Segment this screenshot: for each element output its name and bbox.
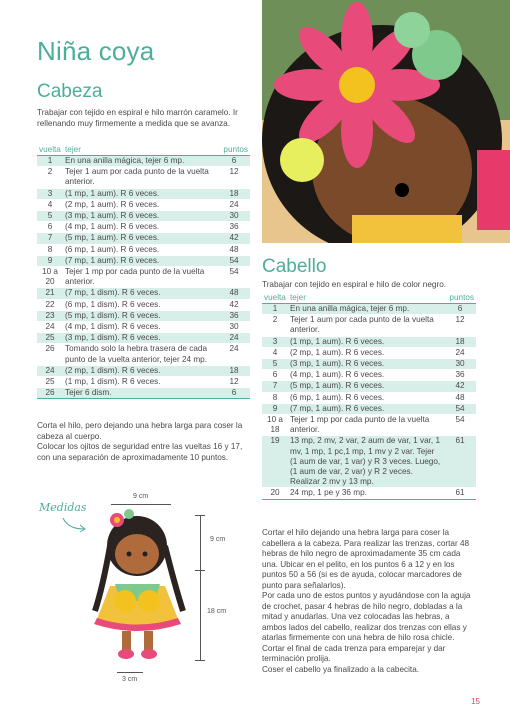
row-puntos: 6 <box>444 304 476 315</box>
table-row <box>262 392 476 403</box>
doll-photo <box>262 0 510 243</box>
row-tejer: (4 mp, 1 aum). R 6 veces. <box>288 370 444 381</box>
total-height-dimension: 18 cm <box>207 608 227 615</box>
row-tejer: (7 mp, 1 aum). R 6 veces. <box>63 255 218 266</box>
row-tejer: (5 mp, 1 aum). R 6 veces. <box>288 381 444 392</box>
row-vuelta: 4 <box>262 347 288 358</box>
row-puntos: 6 <box>218 156 250 167</box>
row-tejer: (4 mp, 1 aum). R 6 veces. <box>63 222 218 233</box>
row-tejer: (1 mp, 1 aum). R 6 veces. <box>288 336 444 347</box>
row-vuelta: 26 <box>37 388 63 399</box>
row-puntos: 12 <box>218 167 250 188</box>
row-vuelta: 10 a 18 <box>262 415 288 436</box>
cabeza-heading: Cabeza <box>37 81 103 102</box>
table-row <box>37 199 250 210</box>
table-row <box>37 211 250 222</box>
foot-width-line <box>117 672 143 673</box>
column-header-tejer: tejer <box>65 145 81 154</box>
row-puntos: 18 <box>444 336 476 347</box>
row-tejer: (7 mp, 1 dism). R 6 veces. <box>63 288 218 299</box>
row-puntos: 18 <box>218 365 250 376</box>
table-row <box>37 244 250 255</box>
row-puntos: 12 <box>218 377 250 388</box>
row-tejer: (1 mp, 1 aum). R 6 veces. <box>63 188 218 199</box>
row-tejer: (2 mp, 1 aum). R 6 veces. <box>63 199 218 210</box>
row-puntos: 18 <box>218 188 250 199</box>
table-row <box>262 347 476 358</box>
row-puntos: 54 <box>444 415 476 436</box>
row-puntos: 36 <box>218 222 250 233</box>
row-puntos: 12 <box>444 315 476 336</box>
cabeza-intro: Trabajar con tejido en espiral e hilo marrón caramelo. Ir rellenando muy firmemente a medida que se avanza. <box>37 108 238 128</box>
row-puntos: 24 <box>218 344 250 365</box>
row-tejer: (5 mp, 1 aum). R 6 veces. <box>63 233 218 244</box>
table-row <box>37 310 250 321</box>
cabello-outro: Cortar el hilo dejando una hebra larga para coser la cabellera a la cabeza. Para realizar las trenzas, cortar 48 hebras de hilo negro de aproximadamente 35 cm cada una. Ubicar en el pelito, en los puntos 6 a 12 y en los puntos 50 a 56 (si es de ayuda, colocar marcadores de punto para señalarlos). Por cada uno de estos puntos y ayudándose con la aguja de crochet, pasar 4 hebras de hilo negro, dobladas a la mitad y anudarlas. Una vez colocadas las hebras, a ambos lados del cabello, realizar dos trenzas con ellas y atarlas firmemente con una hebra de hilo rosa chicle. Cortar el final de cada trenza para emparejar y dar terminación prolija. Coser el cabello ya finalizado a la cabecita. <box>262 528 471 674</box>
row-vuelta: 24 <box>37 322 63 333</box>
table-row <box>262 336 476 347</box>
row-vuelta: 20 <box>262 488 288 499</box>
table-row <box>262 304 476 315</box>
row-puntos: 30 <box>218 211 250 222</box>
table-row <box>37 233 250 244</box>
row-vuelta: 24 <box>37 365 63 376</box>
foot-width-dimension: 3 cm <box>122 676 138 683</box>
row-puntos: 30 <box>444 359 476 370</box>
table-row <box>37 167 250 188</box>
row-tejer: (3 mp, 1 aum). R 6 veces. <box>288 359 444 370</box>
row-tejer: Tejer 1 aum por cada punto de la vuelta anterior. <box>288 315 444 336</box>
column-header-puntos: puntos <box>223 145 248 154</box>
row-puntos: 30 <box>218 322 250 333</box>
row-puntos: 48 <box>444 392 476 403</box>
row-puntos: 54 <box>218 267 250 288</box>
table-row <box>37 267 250 288</box>
row-vuelta: 1 <box>262 304 288 315</box>
row-vuelta: 25 <box>37 377 63 388</box>
cabeza-outro: Corta el hilo, pero dejando una hebra larga para coser la cabeza al cuerpo. Colocar los ojitos de seguridad entre las vueltas 16 y 17, con una separación de aproximadamente 10 puntos. <box>37 421 243 462</box>
column-header-vuelta: vuelta <box>39 145 61 154</box>
table-row <box>262 381 476 392</box>
row-vuelta: 2 <box>37 167 63 188</box>
row-tejer: En una anilla mágica, tejer 6 mp. <box>63 156 218 167</box>
row-tejer: 24 mp, 1 pe y 36 mp. <box>288 488 444 499</box>
table-row <box>37 288 250 299</box>
cabello-intro: Trabajar con tejido en espiral e hilo de color negro. <box>262 280 447 289</box>
table-row <box>37 365 250 376</box>
row-tejer: Tejer 1 aum por cada punto de la vuelta anterior. <box>63 167 218 188</box>
cabello-table <box>262 293 476 500</box>
row-puntos: 48 <box>218 288 250 299</box>
row-puntos: 6 <box>218 388 250 399</box>
row-puntos: 42 <box>218 299 250 310</box>
table-row <box>37 377 250 388</box>
row-puntos: 61 <box>444 436 476 488</box>
cabeza-table <box>37 145 250 399</box>
row-tejer: (1 mp, 1 dism). R 6 veces. <box>63 377 218 388</box>
row-tejer: (4 mp, 1 dism). R 6 veces. <box>63 322 218 333</box>
table-row <box>262 415 476 436</box>
row-vuelta: 6 <box>37 222 63 233</box>
row-tejer: (6 mp, 1 dism). R 6 veces. <box>63 299 218 310</box>
table-row <box>37 222 250 233</box>
table-row <box>37 344 250 365</box>
row-vuelta: 9 <box>262 403 288 414</box>
row-puntos: 24 <box>218 333 250 344</box>
row-vuelta: 2 <box>262 315 288 336</box>
medidas-label: Medidas <box>39 501 87 514</box>
head-height-dimension: 9 cm <box>210 536 226 543</box>
column-header-vuelta: vuelta <box>264 293 286 302</box>
table-row <box>262 359 476 370</box>
row-tejer: (3 mp, 1 dism). R 6 veces. <box>63 333 218 344</box>
row-tejer: Tejer 1 mp por cada punto de la vuelta anterior. <box>288 415 444 436</box>
row-puntos: 42 <box>218 233 250 244</box>
row-vuelta: 1 <box>37 156 63 167</box>
column-header-puntos: puntos <box>449 293 474 302</box>
row-tejer: (5 mp, 1 dism). R 6 veces. <box>63 310 218 321</box>
row-vuelta: 3 <box>262 336 288 347</box>
page-number: 15 <box>471 697 480 706</box>
row-tejer: (2 mp, 1 aum). R 6 veces. <box>288 347 444 358</box>
row-vuelta: 26 <box>37 344 63 365</box>
row-vuelta: 21 <box>37 288 63 299</box>
table-row <box>262 488 476 499</box>
column-header-tejer: tejer <box>290 293 306 302</box>
row-puntos: 48 <box>218 244 250 255</box>
row-tejer: Tejer 6 dism. <box>63 388 218 399</box>
table-row <box>262 315 476 336</box>
row-vuelta: 7 <box>37 233 63 244</box>
row-vuelta: 8 <box>37 244 63 255</box>
row-tejer: (6 mp, 1 aum). R 6 veces. <box>288 392 444 403</box>
table-row <box>37 322 250 333</box>
row-tejer: (3 mp, 1 aum). R 6 veces. <box>63 211 218 222</box>
row-vuelta: 5 <box>37 211 63 222</box>
row-puntos: 36 <box>218 310 250 321</box>
page-title: Niña coya <box>37 36 155 66</box>
row-tejer: (7 mp, 1 aum). R 6 veces. <box>288 403 444 414</box>
doll-illustration <box>85 506 195 666</box>
row-vuelta: 10 a 20 <box>37 267 63 288</box>
row-vuelta: 25 <box>37 333 63 344</box>
cabello-heading: Cabello <box>262 256 327 277</box>
table-row <box>262 436 476 488</box>
table-row <box>262 403 476 414</box>
row-tejer: (2 mp, 1 dism). R 6 veces. <box>63 365 218 376</box>
row-tejer: (6 mp, 1 aum). R 6 veces. <box>63 244 218 255</box>
row-tejer: 13 mp, 2 mv, 2 var, 2 aum de var, 1 var, 1 mv, 1 mp, 1 pc,1 mp, 1 mv y 2 var. Tejer (1 aum de var, 1 var) y R 3 veces. Luego, (1 aum de var, 2 var) y R 2 veces. Realizar 2 mv y 13 mp. <box>288 436 444 488</box>
width-dimension: 9 cm <box>133 493 149 500</box>
row-puntos: 61 <box>444 488 476 499</box>
table-row <box>262 370 476 381</box>
table-row <box>37 333 250 344</box>
row-vuelta: 7 <box>262 381 288 392</box>
row-tejer: Tejer 1 mp por cada punto de la vuelta anterior. <box>63 267 218 288</box>
row-vuelta: 19 <box>262 436 288 488</box>
table-row <box>37 299 250 310</box>
table-row <box>37 388 250 399</box>
table-row <box>37 255 250 266</box>
table-row <box>37 188 250 199</box>
row-vuelta: 4 <box>37 199 63 210</box>
row-vuelta: 8 <box>262 392 288 403</box>
row-tejer: Tomando solo la hebra trasera de cada punto de la vuelta anterior, tejer 24 mp. <box>63 344 218 365</box>
height-line <box>200 515 201 660</box>
row-vuelta: 3 <box>37 188 63 199</box>
row-vuelta: 23 <box>37 310 63 321</box>
row-puntos: 24 <box>444 347 476 358</box>
table-row <box>37 156 250 167</box>
row-vuelta: 5 <box>262 359 288 370</box>
width-line <box>111 504 171 505</box>
row-puntos: 54 <box>444 403 476 414</box>
row-vuelta: 22 <box>37 299 63 310</box>
row-puntos: 36 <box>444 370 476 381</box>
row-puntos: 54 <box>218 255 250 266</box>
row-tejer: En una anilla mágica, tejer 6 mp. <box>288 304 444 315</box>
row-vuelta: 6 <box>262 370 288 381</box>
row-puntos: 42 <box>444 381 476 392</box>
row-puntos: 24 <box>218 199 250 210</box>
row-vuelta: 9 <box>37 255 63 266</box>
